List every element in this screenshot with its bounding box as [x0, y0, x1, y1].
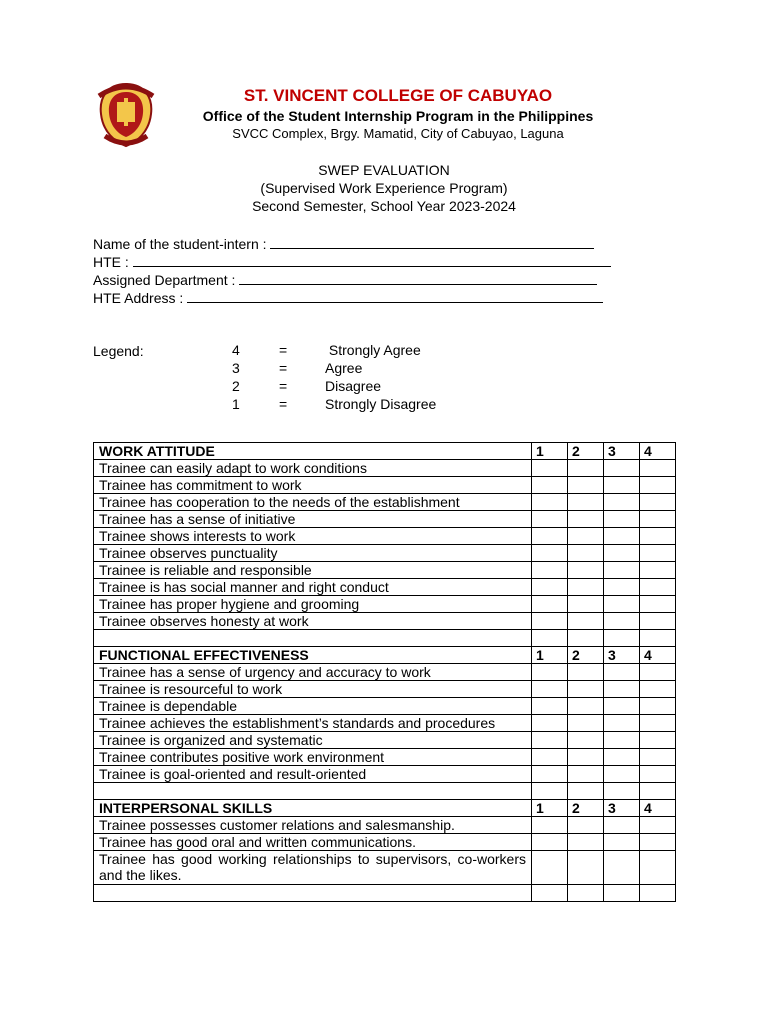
score-column-header: 4: [640, 443, 676, 460]
rating-cell[interactable]: [604, 613, 640, 630]
criteria-row: [94, 715, 676, 732]
rating-cell[interactable]: [640, 477, 676, 494]
rating-cell[interactable]: [640, 885, 676, 902]
rating-cell[interactable]: [568, 562, 604, 579]
rating-cell[interactable]: [640, 562, 676, 579]
criteria-text: Trainee achieves the establishment’s standards and procedures: [94, 715, 532, 732]
field-label: Assigned Department :: [93, 272, 240, 288]
score-column-header: 1: [532, 647, 568, 664]
rating-cell[interactable]: [640, 664, 676, 681]
score-column-header: 3: [604, 443, 640, 460]
rating-cell[interactable]: [568, 732, 604, 749]
rating-cell[interactable]: [640, 596, 676, 613]
form-semester: Second Semester, School Year 2023-2024: [252, 198, 516, 214]
legend-score: 1: [232, 396, 240, 412]
criteria-text: Trainee has good oral and written communications.: [94, 834, 532, 851]
rating-cell[interactable]: [568, 885, 604, 902]
rating-cell[interactable]: [532, 664, 568, 681]
rating-cell[interactable]: [532, 851, 568, 885]
rating-cell[interactable]: [568, 596, 604, 613]
criteria-row: [94, 749, 676, 766]
rating-cell[interactable]: [568, 715, 604, 732]
rating-cell[interactable]: [604, 460, 640, 477]
criteria-text: Trainee has proper hygiene and grooming: [94, 596, 532, 613]
hte-address-blank[interactable]: [187, 288, 603, 303]
criteria-row: [94, 562, 676, 579]
rating-cell[interactable]: [568, 851, 604, 885]
criteria-row: [94, 766, 676, 783]
rating-cell[interactable]: [604, 681, 640, 698]
rating-cell[interactable]: [604, 528, 640, 545]
rating-cell[interactable]: [640, 834, 676, 851]
criteria-text: Trainee has a sense of urgency and accuracy to work: [94, 664, 532, 681]
rating-cell[interactable]: [604, 494, 640, 511]
form-subtitle: (Supervised Work Experience Program): [260, 180, 508, 196]
rating-cell[interactable]: [640, 851, 676, 885]
rating-cell[interactable]: [568, 749, 604, 766]
rating-cell[interactable]: [532, 545, 568, 562]
criteria-text: Trainee has a sense of initiative: [94, 511, 532, 528]
rating-cell[interactable]: [532, 596, 568, 613]
rating-cell[interactable]: [532, 494, 568, 511]
score-column-header: 4: [640, 800, 676, 817]
section-header-row: [94, 443, 676, 460]
field-label: Name of the student-intern :: [93, 236, 271, 252]
criteria-row: [94, 596, 676, 613]
form-title: SWEP EVALUATION: [318, 162, 450, 178]
criteria-row: [94, 545, 676, 562]
rating-cell[interactable]: [604, 885, 640, 902]
legend-description: Agree: [325, 360, 363, 376]
rating-cell[interactable]: [532, 460, 568, 477]
rating-cell[interactable]: [568, 766, 604, 783]
rating-cell[interactable]: [568, 545, 604, 562]
section-title: FUNCTIONAL EFFECTIVENESS: [94, 647, 532, 664]
criteria-row: [94, 477, 676, 494]
rating-cell[interactable]: [640, 545, 676, 562]
criteria-text: Trainee is goal-oriented and result-oriented: [94, 766, 532, 783]
criteria-text: Trainee has cooperation to the needs of the establishment: [94, 494, 532, 511]
criteria-row: [94, 698, 676, 715]
rating-cell[interactable]: [568, 664, 604, 681]
rating-cell[interactable]: [640, 681, 676, 698]
legend-equals: =: [279, 378, 288, 394]
rating-cell[interactable]: [532, 834, 568, 851]
rating-cell[interactable]: [640, 511, 676, 528]
criteria-text: Trainee can easily adapt to work conditions: [94, 460, 532, 477]
rating-cell[interactable]: [604, 783, 640, 800]
criteria-text: Trainee observes punctuality: [94, 545, 532, 562]
legend-equals: =: [279, 342, 288, 358]
evaluation-table: [93, 442, 676, 902]
rating-cell[interactable]: [568, 681, 604, 698]
student-intern-blank[interactable]: [270, 234, 594, 249]
criteria-text: Trainee observes honesty at work: [94, 613, 532, 630]
rating-cell[interactable]: [568, 511, 604, 528]
criteria-row: [94, 494, 676, 511]
criteria-row: [94, 613, 676, 630]
rating-cell[interactable]: [532, 681, 568, 698]
assigned-department-field[interactable]: [93, 270, 597, 289]
section-header-row: [94, 800, 676, 817]
rating-cell[interactable]: [640, 613, 676, 630]
rating-cell[interactable]: [568, 494, 604, 511]
legend-description: Disagree: [325, 378, 382, 394]
criteria-row: [94, 681, 676, 698]
assigned-department-blank[interactable]: [239, 270, 597, 285]
legend-score: 4: [232, 342, 240, 358]
rating-cell[interactable]: [640, 732, 676, 749]
section-title: WORK ATTITUDE: [94, 443, 532, 460]
college-address: SVCC Complex, Brgy. Mamatid, City of Cabuyao, Laguna: [232, 126, 564, 141]
rating-cell[interactable]: [604, 732, 640, 749]
score-column-header: 1: [532, 800, 568, 817]
criteria-row: [94, 664, 676, 681]
rating-cell[interactable]: [568, 477, 604, 494]
blank-row: [94, 630, 676, 647]
legend-label: Legend:: [93, 343, 144, 359]
criteria-text: Trainee contributes positive work environment: [94, 749, 532, 766]
rating-cell[interactable]: [532, 562, 568, 579]
hte-blank[interactable]: [133, 252, 611, 267]
rating-cell[interactable]: [532, 715, 568, 732]
score-column-header: 3: [604, 647, 640, 664]
legend-score: 2: [232, 378, 240, 394]
section-header-row: [94, 647, 676, 664]
rating-cell[interactable]: [604, 749, 640, 766]
rating-cell[interactable]: [568, 817, 604, 834]
rating-cell[interactable]: [532, 630, 568, 647]
blank-row: [94, 885, 676, 902]
rating-cell[interactable]: [604, 579, 640, 596]
rating-cell[interactable]: [640, 749, 676, 766]
rating-cell[interactable]: [604, 715, 640, 732]
rating-cell[interactable]: [568, 613, 604, 630]
rating-cell[interactable]: [532, 766, 568, 783]
rating-cell[interactable]: [604, 698, 640, 715]
criteria-row: [94, 732, 676, 749]
rating-cell[interactable]: [568, 579, 604, 596]
rating-cell[interactable]: [640, 715, 676, 732]
criteria-text: Trainee possesses customer relations and salesmanship.: [94, 817, 532, 834]
rating-cell[interactable]: [568, 698, 604, 715]
score-column-header: 2: [568, 443, 604, 460]
blank-cell: [94, 885, 532, 902]
rating-cell[interactable]: [532, 613, 568, 630]
rating-cell[interactable]: [568, 630, 604, 647]
rating-cell[interactable]: [640, 783, 676, 800]
rating-cell[interactable]: [604, 545, 640, 562]
rating-cell[interactable]: [568, 834, 604, 851]
criteria-text: Trainee is has social manner and right conduct: [94, 579, 532, 596]
blank-cell: [94, 783, 532, 800]
rating-cell[interactable]: [568, 460, 604, 477]
criteria-text: Trainee has commitment to work: [94, 477, 532, 494]
score-column-header: 3: [604, 800, 640, 817]
rating-cell[interactable]: [568, 783, 604, 800]
rating-cell[interactable]: [604, 851, 640, 885]
blank-cell: [94, 630, 532, 647]
legend-description: Strongly Agree: [325, 342, 421, 358]
rating-cell[interactable]: [640, 460, 676, 477]
legend-score: 3: [232, 360, 240, 376]
legend-description: Strongly Disagree: [325, 396, 437, 412]
criteria-row: [94, 851, 676, 885]
student-intern-field[interactable]: [93, 234, 594, 253]
rating-cell[interactable]: [640, 579, 676, 596]
criteria-row: [94, 579, 676, 596]
rating-cell[interactable]: [532, 579, 568, 596]
hte-field[interactable]: [93, 252, 611, 271]
rating-cell[interactable]: [604, 834, 640, 851]
criteria-text: Trainee is organized and systematic: [94, 732, 532, 749]
college-name: ST. VINCENT COLLEGE OF CABUYAO: [243, 86, 553, 105]
rating-cell[interactable]: [532, 511, 568, 528]
rating-cell[interactable]: [532, 528, 568, 545]
legend-equals: =: [279, 360, 288, 376]
rating-cell[interactable]: [568, 528, 604, 545]
rating-cell[interactable]: [532, 698, 568, 715]
rating-cell[interactable]: [640, 766, 676, 783]
rating-cell[interactable]: [640, 630, 676, 647]
field-label: HTE Address :: [93, 290, 188, 306]
score-column-header: 2: [568, 647, 604, 664]
rating-cell[interactable]: [604, 817, 640, 834]
criteria-row: [94, 511, 676, 528]
rating-cell[interactable]: [604, 511, 640, 528]
rating-cell[interactable]: [532, 817, 568, 834]
rating-cell[interactable]: [604, 562, 640, 579]
criteria-text: Trainee is dependable: [94, 698, 532, 715]
section-title: INTERPERSONAL SKILLS: [94, 800, 532, 817]
rating-cell[interactable]: [532, 885, 568, 902]
criteria-row: [94, 460, 676, 477]
criteria-row: [94, 834, 676, 851]
rating-cell[interactable]: [532, 477, 568, 494]
rating-cell[interactable]: [532, 732, 568, 749]
rating-cell[interactable]: [640, 494, 676, 511]
criteria-text: Trainee shows interests to work: [94, 528, 532, 545]
rating-cell[interactable]: [532, 783, 568, 800]
criteria-row: [94, 817, 676, 834]
rating-cell[interactable]: [604, 630, 640, 647]
rating-cell[interactable]: [604, 477, 640, 494]
criteria-row: [94, 528, 676, 545]
score-column-header: 2: [568, 800, 604, 817]
rating-cell[interactable]: [640, 698, 676, 715]
criteria-text: Trainee is resourceful to work: [94, 681, 532, 698]
office-name: Office of the Student Internship Program in the Philippines: [202, 108, 594, 124]
criteria-text: Trainee is reliable and responsible: [94, 562, 532, 579]
rating-cell[interactable]: [604, 596, 640, 613]
rating-cell[interactable]: [604, 766, 640, 783]
rating-cell[interactable]: [640, 528, 676, 545]
score-column-header: 1: [532, 443, 568, 460]
blank-row: [94, 783, 676, 800]
rating-cell[interactable]: [640, 817, 676, 834]
score-column-header: 4: [640, 647, 676, 664]
hte-address-field[interactable]: [93, 288, 603, 307]
rating-cell[interactable]: [532, 749, 568, 766]
rating-cell[interactable]: [604, 664, 640, 681]
legend-equals: =: [279, 396, 288, 412]
criteria-text: Trainee has good working relationships to supervisors, co-workers and the likes.: [94, 851, 532, 885]
field-label: HTE :: [93, 254, 133, 270]
